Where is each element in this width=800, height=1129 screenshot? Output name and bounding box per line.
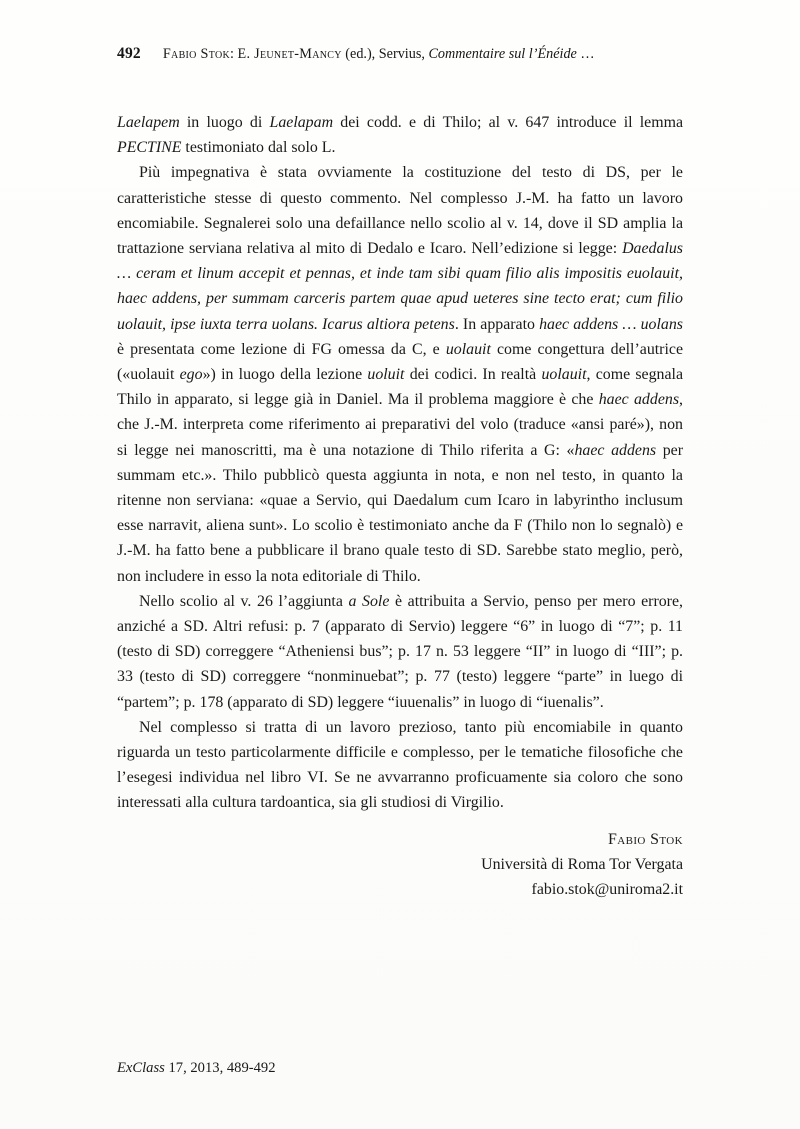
running-head-author: Fabio Stok xyxy=(162,46,231,62)
p1-lemma-pectine: PECTINE xyxy=(117,139,182,157)
signature-affiliation: Università di Roma Tor Vergata xyxy=(481,856,683,874)
p2-run4: è presentata come lezione di FG omessa da C, e xyxy=(117,340,446,358)
p2-run1: Più impegnativa è stata ovviamente la costituzione del testo di DS, per le caratteristiche stesse di questo commento. Nel complesso J.-M. ha fatto un lavoro encomiabile. Segnalerei solo una defaillance nello scolio al v. 14, dove il SD amplia la trattazione serviana relativa al mito di Dedalo e Icaro. Nell’edizione si legge: xyxy=(117,164,683,258)
page-number: 492 xyxy=(117,45,141,62)
running-head xyxy=(117,45,683,63)
running-head-work: Servius, xyxy=(378,46,429,62)
signature-block xyxy=(117,827,683,903)
signature-email: fabio.stok@uniroma2.it xyxy=(531,881,683,899)
paragraph-1 xyxy=(117,110,683,160)
p1-term-laelapam: Laelapam xyxy=(269,114,334,131)
p2-term-uolauit-1: uolauit xyxy=(445,340,491,358)
running-head-editor: E. Jeunet-Mancy xyxy=(237,46,342,62)
p2-term-uoluit: uoluit xyxy=(367,366,405,384)
p1-run6: testimoniato dal solo L. xyxy=(181,139,336,157)
footer-citation xyxy=(117,1060,276,1077)
p2-term-haec-addens-1: haec addens xyxy=(598,391,680,409)
p2-latin-quotation: Daedalus … ceram et linum accepit et pennas, et inde tam sibi quam filio alis impositis euolauit, haec addens, per summam carceris partem quae apud ueteres sine tecto erat; cum filio uolauit, ipse iuxta terra uolans. Icarus altiora petens xyxy=(117,240,683,333)
p2-run2: . In apparato xyxy=(454,315,540,333)
p2-run16: per summam etc.». Thilo pubblicò questa aggiunta in nota, e non nel testo, in quanto la ritenne non serviana: «quae a Servio, qui Daedalum cum Icaro in labyrintho inclusum esse narravit, aliena sunt». Lo scolio è testimoniato anche da F (Thilo non lo segnalò) e J.-M. ha fatto bene a pubblicare il brano quale testo di SD. Sarebbe stato meglio, però, non includere in esso la nota editoriale di Thilo. xyxy=(117,441,683,585)
running-head-ellipsis: … xyxy=(576,46,595,62)
footer-journal-name: ExClass xyxy=(117,1060,165,1076)
p2-term-ego: ego xyxy=(179,366,203,384)
p2-run10: dei codici. In realtà xyxy=(404,366,542,384)
p3-term-a-sole: a Sole xyxy=(348,592,390,610)
paragraph-4 xyxy=(117,715,683,816)
p2-run8: ») in luogo della lezione xyxy=(202,366,368,384)
p2-term-haec-addens-uolans: haec addens … uolans xyxy=(539,315,683,333)
p1-run2: in luogo di xyxy=(179,114,270,131)
signature-author: Fabio Stok xyxy=(608,831,683,848)
article-body xyxy=(117,110,683,816)
p1-term-laelapem: Laelapem xyxy=(117,114,180,131)
p2-run6: come congettura dell’autrice («uolauit xyxy=(117,340,683,384)
p3-run3: è attribuita a Servio, penso per mero errore, anziché a SD. Altri refusi: p. 7 (apparato di Servio) leggere “6” in luogo di “7”; p. 11 (testo di SD) correggere “Atheniensi bus”; p. 17 n. 53 leggere “II” in luogo di “III”; p. 33 (testo di SD) correggere “nonminuebat”; p. 77 (testo) leggere “parte” in luego di “partem”; p. 178 (apparato di SD) leggere “iuuenalis” in luogo di “iuenalis”. xyxy=(117,592,684,711)
running-head-separator: : xyxy=(230,46,238,62)
paragraph-3 xyxy=(117,589,683,715)
p1-run4: dei codd. e di Thilo; al v. 647 introduce il lemma xyxy=(333,114,684,131)
p4-run1: Nel complesso si tratta di un lavoro prezioso, tanto più encomiabile in quanto riguarda un testo particolarmente difficile e complesso, per le tematiche filosofiche che l’esegesi individua nel libro VI. Se ne avvarranno proficuamente sia coloro che sono interessati alla cultura tardoantica, sia gli studiosi di Virgilio. xyxy=(117,718,683,812)
p2-term-haec-addens-2: haec addens xyxy=(574,441,657,459)
p2-run12: , come segnala Thilo in apparato, si legge già in Daniel. Ma il problema maggiore è che xyxy=(117,366,684,409)
p3-run1: Nello scolio al v. 26 l’aggiunta xyxy=(139,592,349,610)
running-head-work-title: Commentaire sul l’Énéide xyxy=(428,46,577,62)
p2-term-uolauit-2: uolauit xyxy=(541,366,587,384)
footer-volume-year-pages: 17, 2013, 489-492 xyxy=(164,1060,276,1076)
running-head-editor-role: (ed.), xyxy=(341,46,379,62)
paragraph-2 xyxy=(117,160,683,588)
p2-run14: , che J.-M. interpreta come riferimento ai preparativi del volo (traduce «ansi paré»), non si legge nei manoscritti, ma è una notazione di Thilo riferita a G: « xyxy=(117,391,683,459)
